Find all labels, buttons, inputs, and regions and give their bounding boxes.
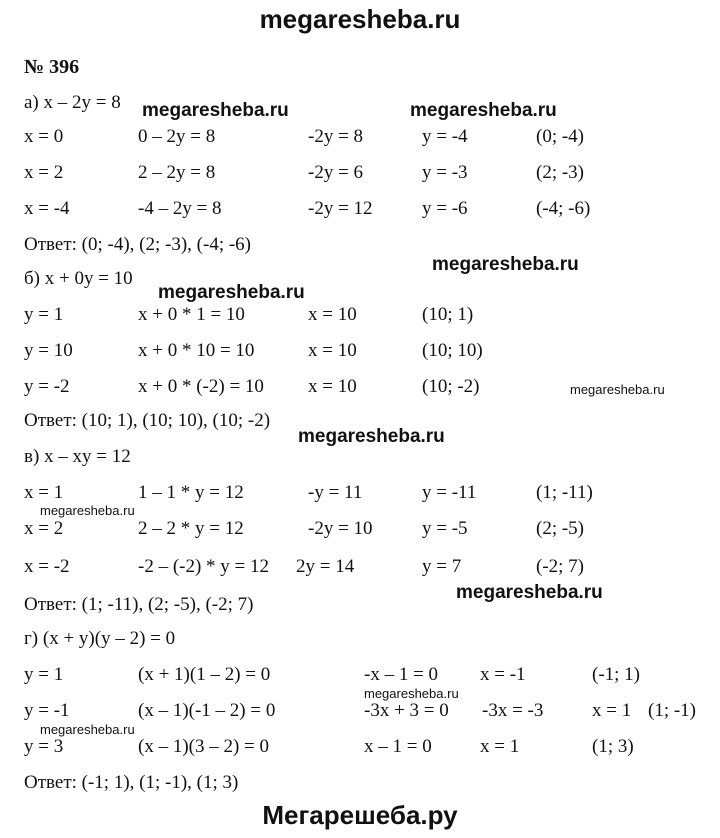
table-cell: x – 1 = 0 <box>364 736 432 757</box>
table-cell: (-2; 7) <box>536 556 585 577</box>
table-cell: (1; -1) <box>648 700 697 721</box>
table-cell: -3x = -3 <box>482 700 544 721</box>
site-header: megaresheba.ru <box>259 4 461 34</box>
part-v-title: в) x – xy = 12 <box>24 446 131 467</box>
table-cell: y = 1 <box>24 664 64 685</box>
part-g-title: г) (x + y)(y – 2) = 0 <box>24 628 176 649</box>
watermark: megaresheba.ru <box>364 686 459 701</box>
table-cell: (2; -5) <box>536 518 585 539</box>
table-cell: -2 – (-2) * y = 12 <box>138 556 270 577</box>
table-cell: x = 10 <box>308 304 357 325</box>
table-cell: 2 – 2y = 8 <box>138 162 216 183</box>
table-cell: (2; -3) <box>536 162 585 183</box>
table-cell: y = -5 <box>422 518 468 539</box>
table-cell: y = -4 <box>422 126 468 147</box>
table-cell: 1 – 1 * y = 12 <box>138 482 244 503</box>
table-cell: x = 10 <box>308 340 357 361</box>
watermark: megaresheba.ru <box>40 503 135 518</box>
table-cell: x = 2 <box>24 162 64 183</box>
watermark: megaresheba.ru <box>298 426 445 447</box>
table-cell: (10; -2) <box>422 376 480 397</box>
table-cell: (x – 1)(3 – 2) = 0 <box>138 736 270 757</box>
table-cell: x = 1 <box>24 482 64 503</box>
problem-number: № 396 <box>24 56 80 78</box>
table-cell: (-1; 1) <box>592 664 641 685</box>
table-cell: x = 1 <box>480 736 520 757</box>
table-cell: y = -1 <box>24 700 70 721</box>
table-cell: x = -2 <box>24 556 70 577</box>
table-cell: y = -2 <box>24 376 70 397</box>
table-cell: -3x + 3 = 0 <box>364 700 449 721</box>
watermark: megaresheba.ru <box>142 100 289 121</box>
table-cell: (x – 1)(-1 – 2) = 0 <box>138 700 276 721</box>
table-cell: y = 7 <box>422 556 462 577</box>
table-cell: x = 2 <box>24 518 64 539</box>
table-cell: y = 10 <box>24 340 73 361</box>
part-v-answer: Ответ: (1; -11), (2; -5), (-2; 7) <box>24 594 254 615</box>
table-cell: x + 0 * 1 = 10 <box>138 304 245 325</box>
table-cell: y = 1 <box>24 304 64 325</box>
table-cell: (-4; -6) <box>536 198 591 219</box>
table-cell: -2y = 6 <box>308 162 364 183</box>
table-cell: x = 0 <box>24 126 64 147</box>
table-cell: 0 – 2y = 8 <box>138 126 216 147</box>
table-cell: (10; 10) <box>422 340 483 361</box>
table-cell: (0; -4) <box>536 126 585 147</box>
part-g-answer: Ответ: (-1; 1), (1; -1), (1; 3) <box>24 772 239 793</box>
part-a-title: а) x – 2y = 8 <box>24 92 121 113</box>
table-cell: -4 – 2y = 8 <box>138 198 222 219</box>
table-cell: x = 1 <box>592 700 632 721</box>
watermark: megaresheba.ru <box>40 722 135 737</box>
watermark: megaresheba.ru <box>570 382 665 397</box>
part-b-answer: Ответ: (10; 1), (10; 10), (10; -2) <box>24 410 271 431</box>
table-cell: x + 0 * 10 = 10 <box>138 340 255 361</box>
table-cell: 2y = 14 <box>296 556 355 577</box>
table-cell: x = -1 <box>480 664 526 685</box>
watermark: megaresheba.ru <box>158 282 305 303</box>
table-cell: x = -4 <box>24 198 70 219</box>
table-cell: -2y = 8 <box>308 126 364 147</box>
watermark: megaresheba.ru <box>410 100 557 121</box>
watermark: megaresheba.ru <box>432 254 579 275</box>
table-cell: y = -11 <box>422 482 477 503</box>
table-cell: (x + 1)(1 – 2) = 0 <box>138 664 271 685</box>
table-cell: -2y = 10 <box>308 518 373 539</box>
table-cell: x = 10 <box>308 376 357 397</box>
table-cell: (1; 3) <box>592 736 634 757</box>
table-cell: y = 3 <box>24 736 64 757</box>
watermark: megaresheba.ru <box>456 582 603 603</box>
table-cell: x + 0 * (-2) = 10 <box>138 376 264 397</box>
table-cell: y = -3 <box>422 162 468 183</box>
table-cell: -2y = 12 <box>308 198 373 219</box>
table-cell: y = -6 <box>422 198 468 219</box>
table-cell: (10; 1) <box>422 304 474 325</box>
part-b-title: б) x + 0y = 10 <box>24 268 133 289</box>
table-cell: (1; -11) <box>536 482 593 503</box>
table-cell: -y = 11 <box>308 482 363 503</box>
site-footer: Мегарешеба.ру <box>262 800 458 830</box>
table-cell: 2 – 2 * y = 12 <box>138 518 244 539</box>
part-a-answer: Ответ: (0; -4), (2; -3), (-4; -6) <box>24 234 252 255</box>
table-cell: -x – 1 = 0 <box>364 664 439 685</box>
